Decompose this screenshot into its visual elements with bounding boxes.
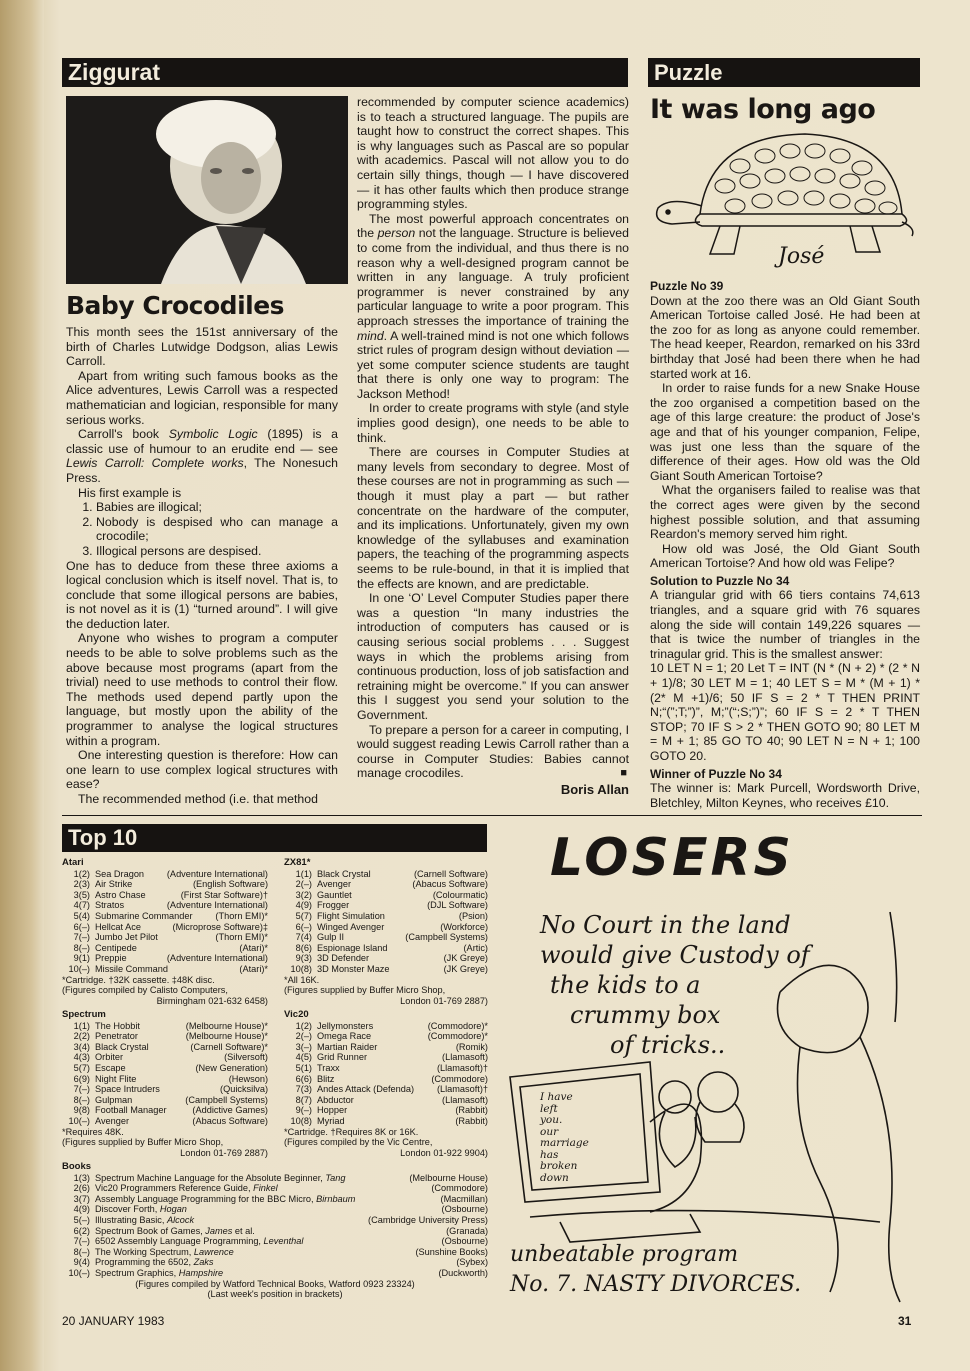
chart-publisher: (Adventure International)	[166, 868, 268, 879]
chart-position: 1(3)	[73, 1172, 90, 1183]
chart-position: 6(–)	[295, 921, 312, 932]
chart-note: *Cartridge. †Requires 8K or 16K.	[284, 1126, 419, 1137]
chart-item-title: The Working Spectrum, Lawrence	[95, 1246, 234, 1257]
chart-publisher: (Addictive Games)	[192, 1105, 268, 1116]
chart-row	[62, 1194, 488, 1205]
screen-text	[540, 1092, 589, 1184]
chart-position: 3(–)	[295, 1041, 312, 1052]
chart-position: 3(4)	[73, 1041, 90, 1052]
chart-row	[62, 1084, 268, 1095]
chart-row	[62, 1173, 488, 1184]
chart-position: 8(–)	[73, 1094, 90, 1105]
chart-publisher: (JK Greye)	[443, 953, 488, 964]
cartoon-footer-line: No. 7. NASTY DIVORCES.	[510, 1272, 802, 1297]
screen-text-line: broken	[540, 1160, 578, 1172]
chart-row	[62, 890, 268, 901]
chart-note: London 01-922 9904)	[400, 1147, 488, 1158]
axiom-item: 1. Babies are illogical;	[96, 500, 338, 515]
chart-row	[284, 890, 488, 901]
chart-row	[62, 1268, 488, 1279]
chart-row	[284, 953, 488, 964]
chart-note: (Figures compiled by Calisto Computers,	[62, 985, 228, 996]
chart-item-title: Air Strike	[95, 879, 133, 890]
screen-text-line: our	[540, 1125, 559, 1138]
chart-item-title: Vic20 Programmers Reference Guide, Finkel	[95, 1183, 278, 1194]
chart-row	[284, 869, 488, 880]
chart-row	[62, 1215, 488, 1226]
paragraph: 10 LET N = 1; 20 Let T = INT (N * (N + 2) * (2 * N + 1)/8; 30 LET M = 1; 40 LET S = M * (M + 1) * (2* M +1)/6; 50 IF S = 2 * T THEN PRINT N;“(”;T;”)”, M;”(“;S;”)”; 60 IF S = 2 * T THEN STOP; 70 IF S > 2 * THEN GOTO 90; 80 LET M = M + 1; 85 GO TO 40; 90 LET N = N + 1; 100 GOTO 20.	[650, 661, 920, 763]
byline: Boris Allan	[560, 781, 629, 797]
chart-row	[284, 1042, 488, 1053]
paragraph: His first example is	[78, 485, 182, 500]
paragraph: To prepare a person for a career in computing, I would suggest reading Lewis Carroll rather than a course in Computer Studies: Babies cannot manage crocodiles.	[357, 722, 629, 781]
chart-row	[62, 869, 268, 880]
chart-row	[62, 1257, 488, 1268]
chart-note: (Figures supplied by Buffer Micro Shop,	[62, 1137, 224, 1148]
screen-text-line: down	[540, 1171, 569, 1184]
chart-item-title: Preppie	[95, 953, 127, 964]
chart-publisher: (DJL Software)	[427, 900, 488, 911]
paragraph: The recommended method (i.e. that method	[78, 792, 318, 806]
chart-row	[62, 1226, 488, 1237]
chart-position: 8(–)	[73, 942, 90, 953]
chart-note: London 01-769 2887)	[180, 1147, 268, 1158]
puzzle-paragraphs	[650, 294, 920, 571]
chart-publisher: (Quicksilva)	[220, 1084, 268, 1095]
chart-note: (Figures compiled by Watford Technical Books, Watford 0923 23324)	[135, 1278, 415, 1289]
chart-position: 5(4)	[73, 910, 90, 921]
chart-position: 10(8)	[290, 963, 312, 974]
chart-row	[284, 1084, 488, 1095]
chart-item-title: Stratos	[95, 900, 125, 911]
paragraph: One interesting question is therefore: How can one learn to use complex logical structures with ease?	[66, 748, 338, 792]
chart-row	[62, 1204, 488, 1215]
chart-publisher: (Llamasoft)†	[436, 1084, 488, 1095]
screen-text-line: marriage	[540, 1137, 589, 1149]
chart-row	[284, 1116, 488, 1127]
end-mark: ■	[620, 766, 627, 779]
chart-item-title: Black Crystal	[95, 1041, 149, 1052]
chart-position: 10(8)	[290, 1115, 312, 1126]
puzzle-column	[650, 276, 920, 810]
screen-text-line: left	[540, 1102, 558, 1115]
chart-publisher: (Silversoft)	[224, 1052, 268, 1063]
chart-item-title: Submarine Commander	[95, 910, 193, 921]
chart-item-title: Martian Raider	[317, 1041, 378, 1052]
cartoon-footer	[510, 1240, 910, 1300]
chart-position: 4(7)	[73, 900, 90, 911]
chart-item-title: Missile Command	[95, 963, 169, 974]
chart-note: *Requires 48K.	[62, 1126, 124, 1137]
chart-publisher: (Artic)	[463, 942, 488, 953]
solution-heading: Solution to Puzzle No 34	[650, 573, 790, 588]
chart-item-title: Gulp II	[317, 932, 345, 943]
chart-publisher: (Campbell Systems)	[185, 1094, 268, 1105]
chart-position: 9(–)	[295, 1105, 312, 1116]
chart-position: 5(1)	[295, 1062, 312, 1073]
chart-row	[62, 1052, 268, 1063]
chart-position: 2(2)	[73, 1031, 90, 1042]
chart-item-title: Spectrum Book of Games, James et al.	[95, 1225, 255, 1236]
chart-item-title: Frogger	[317, 900, 350, 911]
chart-item-title: Flight Simulation	[317, 910, 385, 921]
chart-item-title: Spectrum Graphics, Hampshire	[95, 1267, 224, 1278]
tortoise-drawing	[650, 126, 920, 274]
chart-position: 6(9)	[73, 1073, 90, 1084]
chart-publisher: (Atari)*	[239, 963, 268, 974]
chart-item-title: Andes Attack (Defenda)	[317, 1084, 415, 1095]
chart-position: 4(9)	[295, 900, 312, 911]
chart-position: 7(–)	[73, 1236, 90, 1247]
chart-item-title: Blitz	[317, 1073, 335, 1084]
chart-position: 10(–)	[68, 1115, 90, 1126]
chart-row	[62, 932, 268, 943]
paragraph: Anyone who wishes to program a computer needs to be able to solve problems such as the above because most programs (apart from the trivial) need to use methods to control their flow. The methods used depend partly upon the language, but mostly upon the ability of the programmer to analyse the logical structures within a program.	[66, 631, 338, 748]
puzzle-headline: It was long ago	[650, 94, 876, 125]
chart-item-title: Hopper	[317, 1105, 348, 1116]
caption-line: crummy box	[570, 1001, 721, 1029]
chart-item-title: Grid Runner	[317, 1052, 368, 1063]
chart-position: 3(5)	[73, 889, 90, 900]
chart-publisher: (First Star Software)†	[180, 889, 268, 900]
chart-publisher: (Carnell Software)*	[190, 1041, 268, 1052]
chart-item-title: Illustrating Basic, Alcock	[95, 1214, 195, 1225]
chart-position: 6(2)	[73, 1225, 90, 1236]
ziggurat-right-column	[357, 95, 629, 801]
chart-row	[284, 1052, 488, 1063]
chart-item-title: 3D Monster Maze	[317, 963, 390, 974]
chart-item-title: Omega Race	[317, 1031, 372, 1042]
chart-publisher: (Abacus Software)	[192, 1115, 268, 1126]
chart-publisher: (Carnell Software)	[413, 868, 488, 879]
chart-row	[284, 943, 488, 954]
chart-publisher: (Sybex)	[456, 1257, 488, 1268]
chart-item-title: Assembly Language Programming for the BBC Micro, Birnbaum	[95, 1193, 356, 1204]
chart-publisher: (Adventure International)	[166, 900, 268, 911]
chart-publisher: (Rabbit)	[455, 1115, 488, 1126]
chart-publisher: (Cambridge University Press)	[368, 1214, 488, 1225]
chart-title: Books	[62, 1161, 92, 1172]
tortoise-signature: José	[778, 244, 825, 269]
chart-publisher: (Rabbit)	[455, 1105, 488, 1116]
chart-publisher: (Duckworth)	[438, 1267, 488, 1278]
chart-row	[284, 932, 488, 943]
chart-item-title: Abductor	[317, 1094, 354, 1105]
chart-position: 10(–)	[68, 963, 90, 974]
chart-position: 9(1)	[73, 953, 90, 964]
chart-position: 2(3)	[73, 879, 90, 890]
chart-row	[62, 953, 268, 964]
chart-item-title: Espionage Island	[317, 942, 388, 953]
chart-item-title: Football Manager	[95, 1105, 167, 1116]
atari-chart	[62, 858, 268, 1006]
losers-cartoon	[500, 822, 922, 1307]
chart-item-title: Gauntlet	[317, 889, 352, 900]
screen-text-line: has	[540, 1148, 559, 1161]
chart-position: 2(6)	[73, 1183, 90, 1194]
chart-item-title: Gulpman	[95, 1094, 133, 1105]
chart-position: 7(3)	[295, 1084, 312, 1095]
solution-paragraphs	[650, 588, 920, 763]
chart-row	[62, 879, 268, 890]
chart-position: 4(5)	[295, 1052, 312, 1063]
chart-publisher: (Thorn EMI)*	[215, 910, 268, 921]
vic20-chart	[284, 1010, 488, 1158]
axiom-item: 2. Nobody is despised who can manage a crocodile;	[96, 515, 338, 544]
paragraph: A triangular grid with 66 tiers contains 74,613 triangles, and a square grid with 76 squares along the side will contain 149,226 squares — that is twice the number of triangles in the trinagular grid. This is the smallest answer:	[650, 588, 920, 661]
chart-row	[284, 1021, 488, 1032]
chart-row	[62, 1236, 488, 1247]
chart-position: 7(4)	[295, 932, 312, 943]
chart-row	[62, 900, 268, 911]
chart-position: 7(–)	[73, 932, 90, 943]
paragraph: There are courses in Computer Studies at many levels from secondary to degree. Most of these courses are not in programming as such — though it must play a part — but rather concentrate on the hardware of the computer, and its implications. Unfortunately, given my own knowledge of the syllabuses and examination papers, the teaching of the programming aspects seems to be rule-bound, in that it is implied that the effects are known, and are predictable.	[357, 445, 629, 591]
chart-position: 9(4)	[73, 1257, 90, 1268]
chart-row	[62, 1031, 268, 1042]
chart-item-title: Spectrum Machine Language for the Absolute Beginner, Tang	[95, 1172, 346, 1183]
chart-row	[62, 1074, 268, 1085]
chart-item-title: Jellymonsters	[317, 1020, 374, 1031]
chart-publisher: (Commodore)	[431, 1073, 488, 1084]
chart-position: 5(–)	[73, 1214, 90, 1225]
chart-publisher: (Psion)	[458, 910, 488, 921]
chart-item-title: Avenger	[95, 1115, 130, 1126]
paragraph: Down at the zoo there was an Old Giant South American Tortoise called José. He had been at the zoo for as long as anyone could remember. The head keeper, Reardon, remarked on his 33rd birthday that José had been there when he had started work at 16.	[650, 293, 920, 381]
chart-position: 4(3)	[73, 1052, 90, 1063]
chart-publisher: (New Generation)	[195, 1062, 268, 1073]
chart-position: 7(–)	[73, 1084, 90, 1095]
chart-publisher: (JK Greye)	[443, 963, 488, 974]
chart-note: London 01-769 2887)	[400, 995, 488, 1006]
chart-publisher: (Macmillan)	[440, 1193, 488, 1204]
chart-publisher: (Colourmatic)	[432, 889, 488, 900]
chart-position: 9(3)	[295, 953, 312, 964]
chart-item-title: Discover Forth, Hogan	[95, 1204, 187, 1215]
chart-publisher: (Sunshine Books)	[415, 1246, 488, 1257]
chart-position: 8(–)	[73, 1246, 90, 1257]
chart-item-title: Space Intruders	[95, 1084, 160, 1095]
chart-publisher: (Commodore)*	[427, 1020, 488, 1031]
chart-position: 2(–)	[295, 1031, 312, 1042]
ziggurat-section-header	[62, 58, 628, 87]
chart-publisher: (Abacus Software)	[412, 879, 488, 890]
chart-position: 8(6)	[295, 942, 312, 953]
chart-position: 3(2)	[295, 889, 312, 900]
chart-note: (Figures supplied by Buffer Micro Shop,	[284, 985, 446, 996]
screen-text-line: I have	[540, 1091, 573, 1103]
caption-line: would give Custody of	[540, 941, 810, 969]
axioms-list	[66, 500, 338, 558]
zx81-chart	[284, 858, 488, 1006]
paragraph: This month sees the 151st anniversary of the birth of Charles Lutwidge Dodgson, alias Lewis Carroll.	[66, 325, 338, 369]
chart-position: 8(7)	[295, 1094, 312, 1105]
chart-publisher: (Workforce)	[440, 921, 488, 932]
left-paragraphs-2	[66, 559, 338, 807]
paragraph: The most powerful approach concentrates on the person not the language. Structure is believed to come from the individual, and thus there is no reason why a well-designed program cannot be written in any language. A truly proficient programmer is never constrained by any particular language to write a poor program. This approach stresses the importance of training the mind. A well-trained mind is not one which follows strict rules of program design without deviation — yet some computer science students are taught that there is only one way to program: The Jackson Method!	[357, 211, 629, 401]
chart-row	[62, 1042, 268, 1053]
puzzle-section-title: Puzzle	[654, 60, 723, 85]
page-spine	[0, 0, 44, 1371]
lewis-carroll-photo	[66, 96, 348, 284]
chart-position: 3(7)	[73, 1193, 90, 1204]
chart-item-title: The Hobbit	[95, 1020, 140, 1031]
paragraph: One has to deduce from these three axioms a logical conclusion which is itself novel. That is, to conclude that some illogical persons are babies, is not novel as it is (1) “turned around”. I will give the deduction later.	[66, 558, 338, 631]
chart-item-title: Black Crystal	[317, 868, 371, 879]
chart-item-title: Centipede	[95, 942, 137, 953]
left-paragraphs-1	[66, 325, 338, 500]
chart-note: Birmingham 021-632 6458)	[156, 995, 268, 1006]
chart-item-title: Hellcat Ace	[95, 921, 141, 932]
chart-row	[62, 1021, 268, 1032]
chart-note: (Figures compiled by the Vic Centre,	[284, 1137, 433, 1148]
chart-row	[62, 964, 268, 975]
cartoon-title: LOSERS	[550, 828, 794, 888]
puzzle-section-header	[648, 58, 920, 87]
chart-publisher: (Melbourne House)*	[185, 1031, 268, 1042]
chart-publisher: (Commodore)	[431, 1183, 488, 1194]
chart-publisher: (Atari)*	[239, 942, 268, 953]
chart-item-title: Traxx	[317, 1062, 340, 1073]
cartoon-footer-line: unbeatable program	[510, 1242, 739, 1267]
chart-publisher: (Romik)	[455, 1041, 488, 1052]
chart-row	[62, 943, 268, 954]
ziggurat-left-column	[66, 325, 338, 807]
chart-row	[62, 1063, 268, 1074]
chart-publisher: (Thorn EMI)*	[215, 932, 268, 943]
chart-row	[62, 1095, 268, 1106]
winner-heading: Winner of Puzzle No 34	[650, 766, 782, 781]
chart-item-title: Winged Avenger	[317, 921, 385, 932]
chart-position: 10(–)	[68, 1267, 90, 1278]
chart-item-title: Astro Chase	[95, 889, 146, 900]
chart-item-title: Penetrator	[95, 1031, 138, 1042]
chart-position: 1(1)	[73, 1020, 90, 1031]
books-chart	[62, 1162, 488, 1300]
chart-row	[62, 1116, 268, 1127]
chart-note: *Cartridge. †32K cassette. ‡48K disc.	[62, 974, 215, 985]
page-number: 31	[898, 1314, 912, 1328]
chart-title: Spectrum	[62, 1009, 106, 1020]
paragraph: In order to raise funds for a new Snake House the zoo organised a competition based on the age of this large creature: the product of Jose's age and that of his younger companion, Felipe, was just one less than the square of the difference of their ages. How old was the Old Giant South American Tortoise?	[650, 381, 920, 483]
cartoon-drawing	[500, 822, 922, 1307]
portrait-illustration	[66, 96, 348, 284]
section-divider	[62, 815, 922, 816]
chart-row	[284, 1074, 488, 1085]
chart-row	[62, 1183, 488, 1194]
chart-item-title: 3D Defender	[317, 953, 370, 964]
chart-row	[284, 1031, 488, 1042]
paragraph: How old was José, the Old Giant South American Tortoise? And how old was Felipe?	[650, 541, 920, 571]
chart-item-title: Avenger	[317, 879, 352, 890]
chart-position: 5(7)	[73, 1062, 90, 1073]
chart-item-title: Escape	[95, 1062, 126, 1073]
chart-item-title: Orbiter	[95, 1052, 124, 1063]
caption-line: No Court in the land	[540, 911, 791, 939]
chart-publisher: (Melbourne House)*	[185, 1020, 268, 1031]
caption-line: of tricks..	[610, 1031, 726, 1059]
chart-position: 1(1)	[295, 868, 312, 879]
chart-row	[62, 922, 268, 933]
paragraph: Apart from writing such famous books as the Alice adventures, Lewis Carroll was a respected mathematician and logician, responsible for many serious works.	[66, 368, 338, 427]
ziggurat-section-title: Ziggurat	[68, 59, 160, 85]
winner-text: The winner is: Mark Purcell, Wordsworth Drive, Bletchley, Milton Keynes, who receives £10.	[650, 781, 920, 810]
chart-title: Vic20	[284, 1009, 309, 1020]
top10-section-title: Top 10	[68, 825, 138, 850]
chart-row	[62, 911, 268, 922]
axiom-item: 3. Illogical persons are despised.	[96, 544, 338, 559]
chart-row	[284, 1063, 488, 1074]
chart-position: 2(–)	[295, 879, 312, 890]
chart-position: 1(2)	[295, 1020, 312, 1031]
chart-position: 9(8)	[73, 1105, 90, 1116]
chart-row	[62, 1247, 488, 1258]
paragraph: Carroll's book Symbolic Logic (1895) is a classic use of humour to an erudite end — see Lewis Carroll: Complete works, The Nonesuch Press.	[66, 427, 338, 485]
top10-section-header	[62, 824, 487, 852]
byline-row	[357, 766, 629, 801]
chart-row	[284, 964, 488, 975]
chart-item-title: Myriad	[317, 1115, 345, 1126]
chart-publisher: (Commodore)*	[427, 1031, 488, 1042]
chart-position: 1(2)	[73, 868, 90, 879]
chart-row	[62, 1105, 268, 1116]
chart-item-title: Night Flite	[95, 1073, 137, 1084]
chart-note: *All 16K.	[284, 974, 320, 985]
chart-row	[284, 922, 488, 933]
chart-publisher: (English Software)	[192, 879, 268, 890]
chart-publisher: (Granada)	[446, 1225, 488, 1236]
chart-publisher: (Melbourne House)	[409, 1172, 488, 1183]
chart-publisher: (Microprose Software)‡	[172, 921, 268, 932]
caption-line: the kids to a	[550, 971, 701, 999]
chart-position: 5(7)	[295, 910, 312, 921]
chart-item-title: Sea Dragon	[95, 868, 145, 879]
chart-publisher: (Llamasoft)	[442, 1052, 488, 1063]
chart-item-title: Jumbo Jet Pilot	[95, 932, 158, 943]
issue-date: 20 JANUARY 1983	[62, 1314, 165, 1328]
chart-publisher: (Osbourne)	[441, 1204, 488, 1215]
chart-row	[284, 879, 488, 890]
chart-publisher: (Llamasoft)†	[436, 1062, 488, 1073]
paragraph: recommended by computer science academics) is to teach a structured language. The pupils are taught how to construct the correct shapes. This is why languages such as Pascal are so popular with academics. Pascal will not allow you to do certain silly things, though — I have discovered — it has other faults which then produce strange programming styles.	[357, 95, 629, 212]
chart-note: (Last week's position in brackets)	[207, 1289, 343, 1300]
chart-title: Atari	[62, 857, 84, 868]
chart-item-title: 6502 Assembly Language Programming, Leventhal	[95, 1236, 304, 1247]
chart-publisher: (Llamasoft)	[442, 1094, 488, 1105]
chart-item-title: Programming the 6502, Zaks	[95, 1257, 214, 1268]
chart-position: 4(9)	[73, 1204, 90, 1215]
chart-publisher: (Osbourne)	[441, 1236, 488, 1247]
chart-row	[284, 1095, 488, 1106]
spectrum-chart	[62, 1010, 268, 1158]
chart-publisher: (Hewson)	[228, 1073, 268, 1084]
chart-position: 6(–)	[73, 921, 90, 932]
screen-text-line: you.	[540, 1114, 563, 1126]
right-paragraphs	[357, 95, 629, 781]
chart-publisher: (Campbell Systems)	[405, 932, 488, 943]
paragraph: What the organisers failed to realise was that the correct ages were given by the second highest possible solution, and that assuming Reardon's memory served him right.	[650, 483, 920, 542]
chart-row	[284, 1105, 488, 1116]
chart-position: 6(6)	[295, 1073, 312, 1084]
paragraph: In one ‘O’ Level Computer Studies paper there was a question “In many industries the introduction of computers has caused or is causing serious social problems . . . Suggest ways in which the problems arising from continuous production, loss of job satisfaction and retraining might be overcome.” If you can answer this I suggest you send your solution to the Government.	[357, 591, 629, 722]
paragraph: In order to create programs with style (and style implies good design), one needs to be able to think.	[357, 401, 629, 445]
puzzle-heading: Puzzle No 39	[650, 279, 724, 293]
ziggurat-headline: Baby Crocodiles	[66, 291, 285, 320]
chart-title: ZX81*	[284, 857, 311, 868]
chart-row	[284, 900, 488, 911]
chart-publisher: (Adventure International)	[166, 953, 268, 964]
chart-row	[284, 911, 488, 922]
